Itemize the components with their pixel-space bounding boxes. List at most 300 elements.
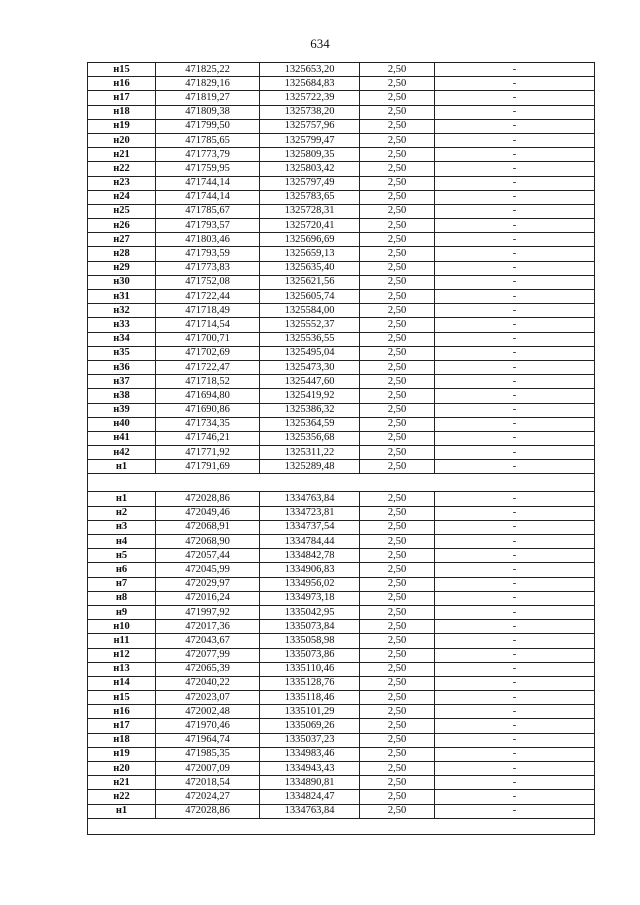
point-name-cell: н36 <box>88 360 156 374</box>
description-cell: - <box>435 91 595 105</box>
point-name-cell: н1 <box>88 492 156 506</box>
y-coordinate-cell: 1334723,81 <box>260 506 360 520</box>
x-coordinate-cell: 472068,91 <box>156 520 260 534</box>
page-number: 634 <box>310 36 330 51</box>
accuracy-cell: 2,50 <box>360 148 435 162</box>
point-name-cell: н33 <box>88 318 156 332</box>
x-coordinate-cell: 471752,08 <box>156 275 260 289</box>
point-name-cell: н4 <box>88 535 156 549</box>
accuracy-cell: 2,50 <box>360 662 435 676</box>
y-coordinate-cell: 1325364,59 <box>260 417 360 431</box>
x-coordinate-cell: 471829,16 <box>156 77 260 91</box>
point-name-cell: н32 <box>88 304 156 318</box>
accuracy-cell: 2,50 <box>360 346 435 360</box>
description-cell: - <box>435 634 595 648</box>
point-name-cell: н21 <box>88 148 156 162</box>
table-row <box>88 535 595 549</box>
y-coordinate-cell: 1334784,44 <box>260 535 360 549</box>
x-coordinate-cell: 472028,86 <box>156 804 260 818</box>
point-name-cell: н40 <box>88 417 156 431</box>
x-coordinate-cell: 471964,74 <box>156 733 260 747</box>
x-coordinate-cell: 472049,46 <box>156 506 260 520</box>
table-row <box>88 318 595 332</box>
y-coordinate-cell: 1334842,78 <box>260 549 360 563</box>
x-coordinate-cell: 471785,67 <box>156 204 260 218</box>
accuracy-cell: 2,50 <box>360 176 435 190</box>
y-coordinate-cell: 1325447,60 <box>260 375 360 389</box>
y-coordinate-cell: 1325738,20 <box>260 105 360 119</box>
table-row <box>88 563 595 577</box>
accuracy-cell: 2,50 <box>360 776 435 790</box>
y-coordinate-cell: 1325473,30 <box>260 360 360 374</box>
description-cell: - <box>435 148 595 162</box>
point-name-cell: н15 <box>88 691 156 705</box>
accuracy-cell: 2,50 <box>360 162 435 176</box>
x-coordinate-cell: 472007,09 <box>156 762 260 776</box>
x-coordinate-cell: 472024,27 <box>156 790 260 804</box>
description-cell: - <box>435 605 595 619</box>
point-name-cell: н34 <box>88 332 156 346</box>
x-coordinate-cell: 471718,52 <box>156 375 260 389</box>
table-row <box>88 360 595 374</box>
point-name-cell: н13 <box>88 662 156 676</box>
table-row <box>88 719 595 733</box>
y-coordinate-cell: 1325783,65 <box>260 190 360 204</box>
accuracy-cell: 2,50 <box>360 804 435 818</box>
x-coordinate-cell: 471718,49 <box>156 304 260 318</box>
x-coordinate-cell: 471722,47 <box>156 360 260 374</box>
accuracy-cell: 2,50 <box>360 577 435 591</box>
x-coordinate-cell: 471773,79 <box>156 148 260 162</box>
table-row <box>88 375 595 389</box>
x-coordinate-cell: 471722,44 <box>156 290 260 304</box>
accuracy-cell: 2,50 <box>360 389 435 403</box>
y-coordinate-cell: 1335128,76 <box>260 676 360 690</box>
table-row <box>88 417 595 431</box>
table-row <box>88 460 595 474</box>
accuracy-cell: 2,50 <box>360 762 435 776</box>
point-name-cell: н37 <box>88 375 156 389</box>
x-coordinate-cell: 472065,39 <box>156 662 260 676</box>
point-name-cell: н14 <box>88 676 156 690</box>
y-coordinate-cell: 1325536,55 <box>260 332 360 346</box>
x-coordinate-cell: 472018,54 <box>156 776 260 790</box>
y-coordinate-cell: 1325356,68 <box>260 431 360 445</box>
table-row <box>88 549 595 563</box>
description-cell: - <box>435 133 595 147</box>
accuracy-cell: 2,50 <box>360 446 435 460</box>
x-coordinate-cell: 471773,83 <box>156 261 260 275</box>
description-cell: - <box>435 190 595 204</box>
accuracy-cell: 2,50 <box>360 247 435 261</box>
point-name-cell: н27 <box>88 233 156 247</box>
table-row <box>88 261 595 275</box>
y-coordinate-cell: 1334973,18 <box>260 591 360 605</box>
x-coordinate-cell: 471759,95 <box>156 162 260 176</box>
accuracy-cell: 2,50 <box>360 719 435 733</box>
description-cell: - <box>435 403 595 417</box>
x-coordinate-cell: 471793,59 <box>156 247 260 261</box>
x-coordinate-cell: 472077,99 <box>156 648 260 662</box>
table-row <box>88 705 595 719</box>
table-row <box>88 577 595 591</box>
point-name-cell: н9 <box>88 605 156 619</box>
y-coordinate-cell: 1335037,23 <box>260 733 360 747</box>
y-coordinate-cell: 1325311,22 <box>260 446 360 460</box>
point-name-cell: н26 <box>88 219 156 233</box>
description-cell: - <box>435 549 595 563</box>
point-name-cell: н22 <box>88 790 156 804</box>
y-coordinate-cell: 1334983,46 <box>260 747 360 761</box>
description-cell: - <box>435 506 595 520</box>
accuracy-cell: 2,50 <box>360 431 435 445</box>
point-name-cell: н38 <box>88 389 156 403</box>
y-coordinate-cell: 1335118,46 <box>260 691 360 705</box>
table-row <box>88 634 595 648</box>
accuracy-cell: 2,50 <box>360 360 435 374</box>
description-cell: - <box>435 662 595 676</box>
point-name-cell: н28 <box>88 247 156 261</box>
accuracy-cell: 2,50 <box>360 563 435 577</box>
description-cell: - <box>435 360 595 374</box>
accuracy-cell: 2,50 <box>360 105 435 119</box>
y-coordinate-cell: 1334763,84 <box>260 492 360 506</box>
x-coordinate-cell: 471734,35 <box>156 417 260 431</box>
accuracy-cell: 2,50 <box>360 705 435 719</box>
x-coordinate-cell: 471714,54 <box>156 318 260 332</box>
accuracy-cell: 2,50 <box>360 605 435 619</box>
x-coordinate-cell: 471985,35 <box>156 747 260 761</box>
table-row <box>88 290 595 304</box>
separator-cell <box>88 474 595 492</box>
x-coordinate-cell: 472023,07 <box>156 691 260 705</box>
y-coordinate-cell: 1335069,26 <box>260 719 360 733</box>
accuracy-cell: 2,50 <box>360 63 435 77</box>
point-name-cell: н20 <box>88 133 156 147</box>
y-coordinate-cell: 1325803,42 <box>260 162 360 176</box>
point-name-cell: н21 <box>88 776 156 790</box>
x-coordinate-cell: 472043,67 <box>156 634 260 648</box>
x-coordinate-cell: 471819,27 <box>156 91 260 105</box>
accuracy-cell: 2,50 <box>360 549 435 563</box>
point-name-cell: н2 <box>88 506 156 520</box>
description-cell: - <box>435 417 595 431</box>
description-cell: - <box>435 176 595 190</box>
table-row <box>88 190 595 204</box>
table-row <box>88 346 595 360</box>
point-name-cell: н15 <box>88 63 156 77</box>
x-coordinate-cell: 472040,22 <box>156 676 260 690</box>
table-row <box>88 762 595 776</box>
description-cell: - <box>435 776 595 790</box>
table-row <box>88 776 595 790</box>
y-coordinate-cell: 1334737,54 <box>260 520 360 534</box>
x-coordinate-cell: 472068,90 <box>156 535 260 549</box>
accuracy-cell: 2,50 <box>360 535 435 549</box>
description-cell: - <box>435 446 595 460</box>
point-name-cell: н23 <box>88 176 156 190</box>
description-cell: - <box>435 332 595 346</box>
y-coordinate-cell: 1334890,81 <box>260 776 360 790</box>
description-cell: - <box>435 492 595 506</box>
x-coordinate-cell: 471690,86 <box>156 403 260 417</box>
section-separator-row <box>88 474 595 492</box>
point-name-cell: н39 <box>88 403 156 417</box>
x-coordinate-cell: 471970,46 <box>156 719 260 733</box>
y-coordinate-cell: 1325659,13 <box>260 247 360 261</box>
accuracy-cell: 2,50 <box>360 91 435 105</box>
description-cell: - <box>435 676 595 690</box>
accuracy-cell: 2,50 <box>360 520 435 534</box>
coordinates-table <box>87 62 595 835</box>
table-row <box>88 662 595 676</box>
y-coordinate-cell: 1335073,86 <box>260 648 360 662</box>
point-name-cell: н17 <box>88 719 156 733</box>
y-coordinate-cell: 1334824,47 <box>260 790 360 804</box>
table-row <box>88 332 595 346</box>
y-coordinate-cell: 1335058,98 <box>260 634 360 648</box>
point-name-cell: н6 <box>88 563 156 577</box>
point-name-cell: н1 <box>88 804 156 818</box>
description-cell: - <box>435 304 595 318</box>
description-cell: - <box>435 389 595 403</box>
accuracy-cell: 2,50 <box>360 460 435 474</box>
point-name-cell: н35 <box>88 346 156 360</box>
y-coordinate-cell: 1325720,41 <box>260 219 360 233</box>
description-cell: - <box>435 719 595 733</box>
x-coordinate-cell: 471700,71 <box>156 332 260 346</box>
point-name-cell: н17 <box>88 91 156 105</box>
x-coordinate-cell: 472028,86 <box>156 492 260 506</box>
x-coordinate-cell: 471825,22 <box>156 63 260 77</box>
description-cell: - <box>435 762 595 776</box>
description-cell: - <box>435 620 595 634</box>
x-coordinate-cell: 472002,48 <box>156 705 260 719</box>
y-coordinate-cell: 1325757,96 <box>260 119 360 133</box>
coordinates-table-body <box>88 63 595 835</box>
y-coordinate-cell: 1325621,56 <box>260 275 360 289</box>
accuracy-cell: 2,50 <box>360 261 435 275</box>
accuracy-cell: 2,50 <box>360 133 435 147</box>
table-row <box>88 304 595 318</box>
accuracy-cell: 2,50 <box>360 620 435 634</box>
accuracy-cell: 2,50 <box>360 204 435 218</box>
x-coordinate-cell: 471694,80 <box>156 389 260 403</box>
y-coordinate-cell: 1325809,35 <box>260 148 360 162</box>
accuracy-cell: 2,50 <box>360 290 435 304</box>
description-cell: - <box>435 162 595 176</box>
point-name-cell: н19 <box>88 119 156 133</box>
point-name-cell: н31 <box>88 290 156 304</box>
description-cell: - <box>435 520 595 534</box>
description-cell: - <box>435 247 595 261</box>
y-coordinate-cell: 1334943,43 <box>260 762 360 776</box>
accuracy-cell: 2,50 <box>360 691 435 705</box>
point-name-cell: н8 <box>88 591 156 605</box>
description-cell: - <box>435 431 595 445</box>
description-cell: - <box>435 648 595 662</box>
point-name-cell: н7 <box>88 577 156 591</box>
description-cell: - <box>435 204 595 218</box>
y-coordinate-cell: 1325799,47 <box>260 133 360 147</box>
description-cell: - <box>435 233 595 247</box>
y-coordinate-cell: 1334906,83 <box>260 563 360 577</box>
y-coordinate-cell: 1325552,37 <box>260 318 360 332</box>
point-name-cell: н30 <box>88 275 156 289</box>
x-coordinate-cell: 471746,21 <box>156 431 260 445</box>
x-coordinate-cell: 471785,65 <box>156 133 260 147</box>
table-row <box>88 605 595 619</box>
y-coordinate-cell: 1325419,92 <box>260 389 360 403</box>
x-coordinate-cell: 471809,38 <box>156 105 260 119</box>
accuracy-cell: 2,50 <box>360 676 435 690</box>
table-row <box>88 431 595 445</box>
x-coordinate-cell: 471791,69 <box>156 460 260 474</box>
accuracy-cell: 2,50 <box>360 190 435 204</box>
table-row <box>88 233 595 247</box>
point-name-cell: н16 <box>88 77 156 91</box>
point-name-cell: н25 <box>88 204 156 218</box>
description-cell: - <box>435 733 595 747</box>
point-name-cell: н1 <box>88 460 156 474</box>
y-coordinate-cell: 1325584,00 <box>260 304 360 318</box>
separator-cell <box>88 818 595 834</box>
table-row <box>88 63 595 77</box>
description-cell: - <box>435 375 595 389</box>
accuracy-cell: 2,50 <box>360 492 435 506</box>
x-coordinate-cell: 471803,46 <box>156 233 260 247</box>
y-coordinate-cell: 1335042,95 <box>260 605 360 619</box>
accuracy-cell: 2,50 <box>360 119 435 133</box>
table-row <box>88 804 595 818</box>
table-row <box>88 403 595 417</box>
x-coordinate-cell: 471744,14 <box>156 190 260 204</box>
y-coordinate-cell: 1325722,39 <box>260 91 360 105</box>
description-cell: - <box>435 535 595 549</box>
table-row <box>88 747 595 761</box>
table-row <box>88 520 595 534</box>
x-coordinate-cell: 471799,50 <box>156 119 260 133</box>
table-row <box>88 176 595 190</box>
point-name-cell: н18 <box>88 733 156 747</box>
y-coordinate-cell: 1334956,02 <box>260 577 360 591</box>
table-row <box>88 446 595 460</box>
table-row <box>88 790 595 804</box>
description-cell: - <box>435 747 595 761</box>
table-row <box>88 506 595 520</box>
table-row <box>88 148 595 162</box>
x-coordinate-cell: 471744,14 <box>156 176 260 190</box>
point-name-cell: н3 <box>88 520 156 534</box>
y-coordinate-cell: 1325289,48 <box>260 460 360 474</box>
accuracy-cell: 2,50 <box>360 219 435 233</box>
description-cell: - <box>435 705 595 719</box>
x-coordinate-cell: 472045,99 <box>156 563 260 577</box>
y-coordinate-cell: 1325386,32 <box>260 403 360 417</box>
point-name-cell: н24 <box>88 190 156 204</box>
accuracy-cell: 2,50 <box>360 403 435 417</box>
accuracy-cell: 2,50 <box>360 318 435 332</box>
accuracy-cell: 2,50 <box>360 332 435 346</box>
table-row <box>88 676 595 690</box>
table-row <box>88 247 595 261</box>
accuracy-cell: 2,50 <box>360 304 435 318</box>
point-name-cell: н19 <box>88 747 156 761</box>
point-name-cell: н11 <box>88 634 156 648</box>
table-row <box>88 91 595 105</box>
point-name-cell: н20 <box>88 762 156 776</box>
y-coordinate-cell: 1334763,84 <box>260 804 360 818</box>
table-row <box>88 133 595 147</box>
point-name-cell: н29 <box>88 261 156 275</box>
description-cell: - <box>435 577 595 591</box>
table-row <box>88 162 595 176</box>
accuracy-cell: 2,50 <box>360 591 435 605</box>
description-cell: - <box>435 591 595 605</box>
x-coordinate-cell: 472017,36 <box>156 620 260 634</box>
point-name-cell: н12 <box>88 648 156 662</box>
y-coordinate-cell: 1325728,31 <box>260 204 360 218</box>
description-cell: - <box>435 261 595 275</box>
x-coordinate-cell: 471793,57 <box>156 219 260 233</box>
table-row <box>88 620 595 634</box>
x-coordinate-cell: 471997,92 <box>156 605 260 619</box>
accuracy-cell: 2,50 <box>360 417 435 431</box>
table-row <box>88 219 595 233</box>
x-coordinate-cell: 472057,44 <box>156 549 260 563</box>
y-coordinate-cell: 1325653,20 <box>260 63 360 77</box>
y-coordinate-cell: 1335073,84 <box>260 620 360 634</box>
description-cell: - <box>435 105 595 119</box>
description-cell: - <box>435 460 595 474</box>
y-coordinate-cell: 1325495,04 <box>260 346 360 360</box>
accuracy-cell: 2,50 <box>360 733 435 747</box>
table-row <box>88 648 595 662</box>
y-coordinate-cell: 1325684,83 <box>260 77 360 91</box>
description-cell: - <box>435 275 595 289</box>
y-coordinate-cell: 1325635,40 <box>260 261 360 275</box>
table-row <box>88 733 595 747</box>
table-row <box>88 119 595 133</box>
description-cell: - <box>435 290 595 304</box>
y-coordinate-cell: 1325605,74 <box>260 290 360 304</box>
point-name-cell: н42 <box>88 446 156 460</box>
x-coordinate-cell: 471771,92 <box>156 446 260 460</box>
point-name-cell: н41 <box>88 431 156 445</box>
accuracy-cell: 2,50 <box>360 375 435 389</box>
accuracy-cell: 2,50 <box>360 747 435 761</box>
x-coordinate-cell: 471702,69 <box>156 346 260 360</box>
point-name-cell: н16 <box>88 705 156 719</box>
description-cell: - <box>435 219 595 233</box>
description-cell: - <box>435 119 595 133</box>
description-cell: - <box>435 318 595 332</box>
accuracy-cell: 2,50 <box>360 506 435 520</box>
point-name-cell: н18 <box>88 105 156 119</box>
table-row <box>88 492 595 506</box>
table-row <box>88 275 595 289</box>
accuracy-cell: 2,50 <box>360 275 435 289</box>
description-cell: - <box>435 790 595 804</box>
y-coordinate-cell: 1325797,49 <box>260 176 360 190</box>
table-row <box>88 389 595 403</box>
table-row <box>88 591 595 605</box>
table-row <box>88 77 595 91</box>
accuracy-cell: 2,50 <box>360 790 435 804</box>
description-cell: - <box>435 804 595 818</box>
accuracy-cell: 2,50 <box>360 634 435 648</box>
description-cell: - <box>435 77 595 91</box>
